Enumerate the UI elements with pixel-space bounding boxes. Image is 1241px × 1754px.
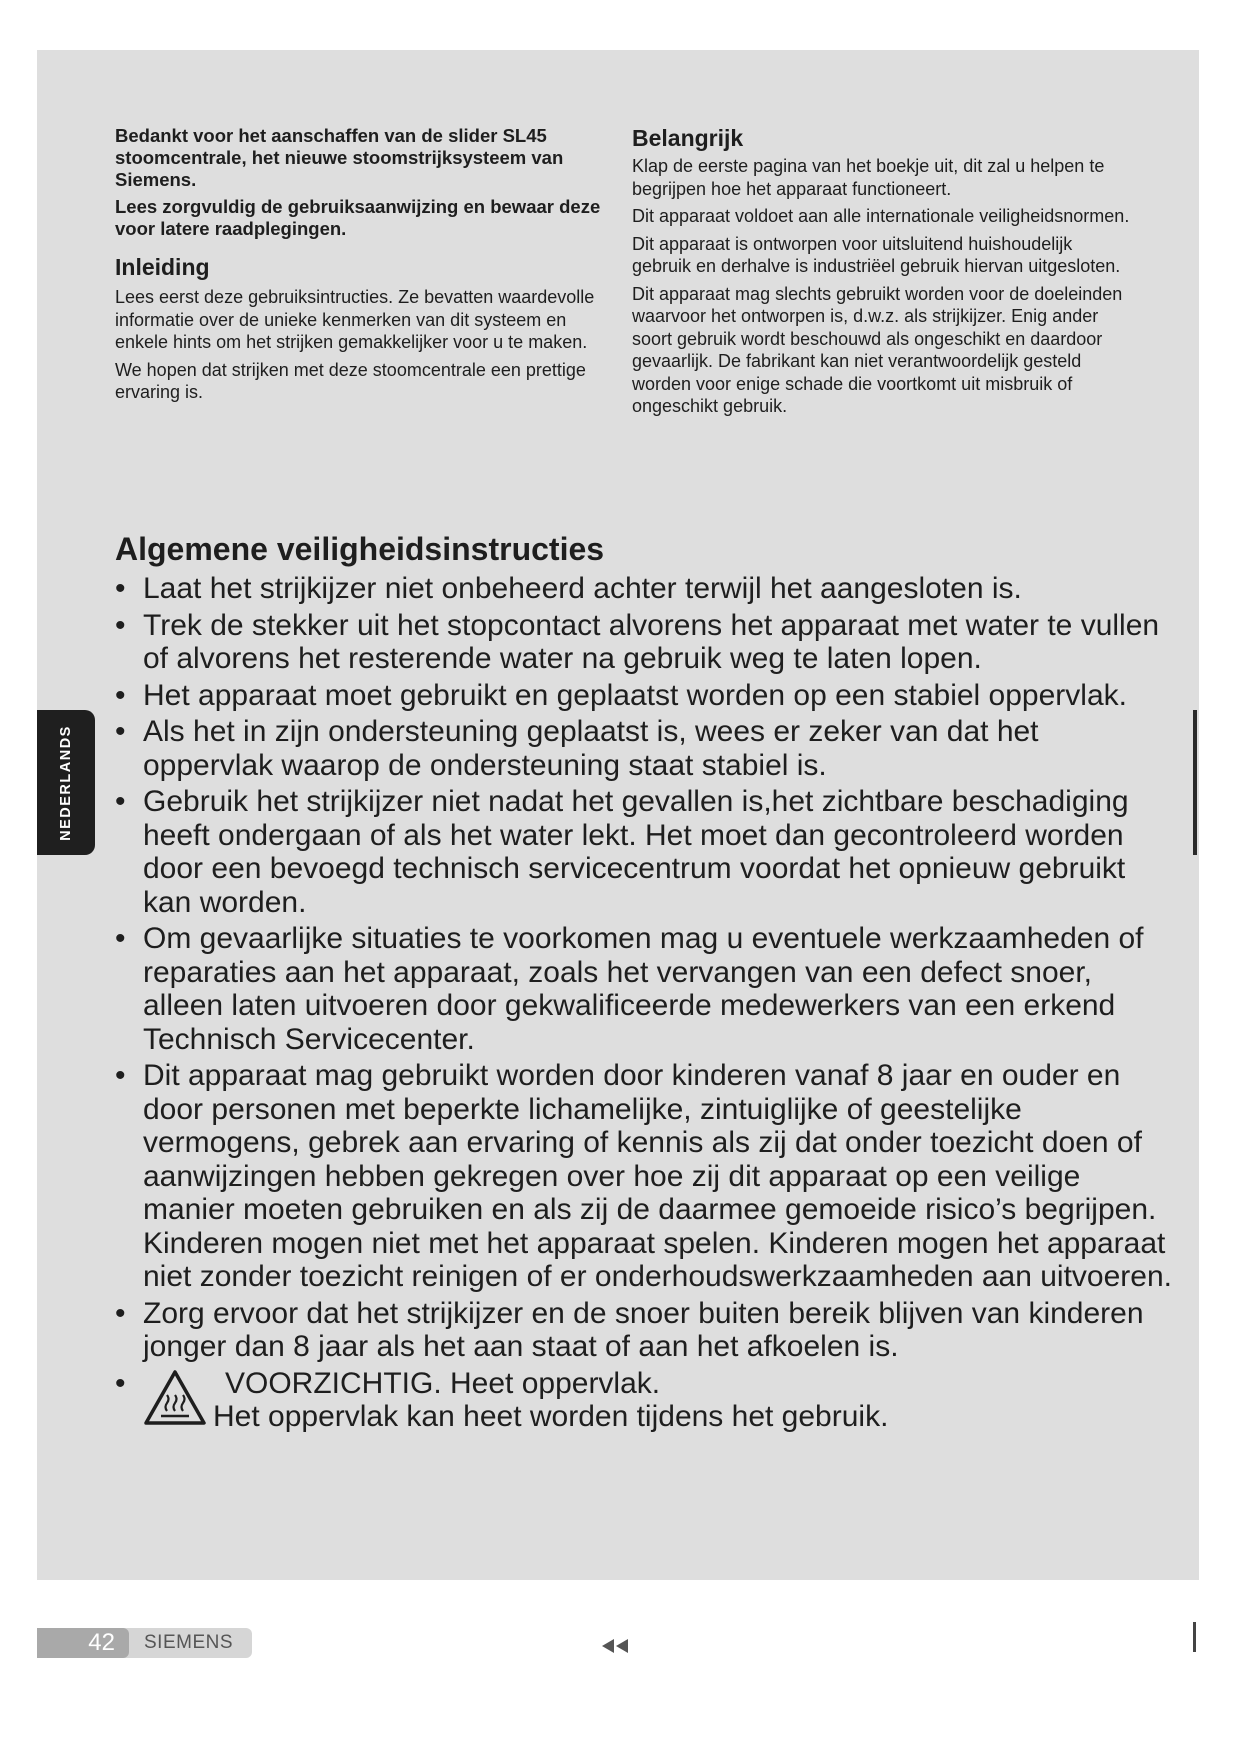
safety-item-text: Om gevaarlijke situaties te voorkomen mag u eventuele werkzaamheden of reparaties aan het apparaat, zoals het vervangen van een defect snoer, alleen laten uitvoeren door gekwalificeerde medewerkers van een erkend Technisch Servicecenter. [143, 922, 1144, 1056]
list-item [115, 609, 1175, 676]
bullet-glyph: • [115, 608, 126, 642]
warning-row [143, 1367, 1175, 1434]
bullet-glyph: • [115, 785, 126, 818]
hot-surface-warning-icon [143, 1369, 207, 1427]
list-item [115, 572, 1175, 606]
language-tab-label: NEDERLANDS [58, 724, 75, 841]
warning-item [115, 1367, 1175, 1434]
safety-item-text: Zorg ervoor dat het strijkijzer en de snoer buiten bereik blijven van kinderen jonger dan 8 jaar als het aan staat of aan het afkoelen is. [143, 1296, 1144, 1363]
inleiding-paragraph-1: Lees eerst deze gebruiksintructies. Ze bevatten waardevolle informatie over de unieke kenmerken van dit systeem en enkele hints om het strijken gemakkelijker voor u te maken. [115, 287, 595, 352]
page-number: 42 [37, 1628, 129, 1658]
bullet-glyph: • [115, 1366, 126, 1400]
list-item [115, 679, 1175, 713]
list-item [115, 785, 1175, 919]
warning-title: VOORZICHTIG. Heet oppervlak. [225, 1366, 661, 1400]
safety-item-text: Gebruik het strijkijzer niet nadat het gevallen is,het zichtbare beschadiging heeft ondergaan of als het water lekt. Het moet dan gecontroleerd worden door een bevoegd technisch servicecentrum voordat het opnieuw gebruikt kan worden. [143, 785, 1129, 919]
belangrijk-paragraph-2: Dit apparaat voldoet aan alle internationale veiligheidsnormen. [632, 206, 1130, 226]
safety-section [115, 530, 1175, 1437]
bullet-glyph: • [115, 922, 126, 955]
warning-text: Het oppervlak kan heet worden tijdens het gebruik. [213, 1400, 889, 1433]
list-item [115, 1297, 1175, 1364]
safety-item-text: Trek de stekker uit het stopcontact alvorens het apparaat met water te vullen of alvorens het resterende water na gebruik weg te laten lopen. [143, 608, 1160, 675]
bullet-glyph: • [115, 715, 126, 748]
safety-item-text: Het apparaat moet gebruikt en geplaatst worden op een stabiel oppervlak. [143, 678, 1127, 712]
intro-thanks: Bedankt voor het aanschaffen van de slider SL45 stoomcentrale, het nieuwe stoomstrijksysteem van Siemens. [115, 125, 564, 190]
heading-inleiding: Inleiding [115, 254, 210, 280]
safety-item-text: Dit apparaat mag gebruikt worden door kinderen vanaf 8 jaar en ouder en door personen met beperkte lichamelijke, zintuiglijke of geestelijke vermogens, gebrek aan ervaring of kennis als zij dat onder toezicht doen of aanwijzingen hebben gekregen over hoe zij dit apparaat op een veilige manier moeten gebruiken en als zij de daarmee gemoeide risico’s begrijpen. Kinderen mogen niet met het apparaat spelen. Kinderen mogen het apparaat niet zonder toezicht reinigen of er onderhoudswerkzaamheden aan uitvoeren. [143, 1059, 1172, 1293]
intro-read-carefully: Lees zorgvuldig de gebruiksaanwijzing en bewaar deze voor latere raadplegingen. [115, 196, 601, 239]
footer-brand: SIEMENS [144, 1632, 234, 1653]
belangrijk-paragraph-3: Dit apparaat is ontworpen voor uitsluitend huishoudelijk gebruik en derhalve is industriëel gebruik hiervan uitgesloten. [632, 233, 1121, 276]
language-tab [37, 710, 95, 855]
heading-belangrijk: Belangrijk [632, 125, 744, 151]
edge-marker [1193, 710, 1197, 855]
list-item [115, 1059, 1175, 1294]
safety-heading: Algemene veiligheidsinstructies [115, 531, 605, 567]
bullet-glyph: • [115, 1059, 126, 1092]
list-item [115, 922, 1175, 1056]
left-column [115, 125, 615, 409]
list-item [115, 715, 1175, 782]
previous-page-icon[interactable] [600, 1637, 634, 1655]
belangrijk-paragraph-4: Dit apparaat mag slechts gebruikt worden voor de doeleinden waarvoor het ontworpen is, d.w.z. als strijkijzer. Enig ander soort gebruik wordt beschouwd als ongeschikt en daardoor gevaarlijk. De fabrikant kan niet verantwoordelijk gesteld worden voor enige schade die voortkomt uit misbruik of ongeschikt gebruik. [632, 283, 1123, 416]
bullet-glyph: • [115, 572, 126, 605]
edge-marker-bottom [1193, 1622, 1196, 1652]
bullet-glyph: • [115, 1296, 126, 1330]
safety-item-text: Als het in zijn ondersteuning geplaatst is, wees er zeker van dat het oppervlak waarop de ondersteuning staat stabiel is. [143, 715, 1039, 782]
right-column [632, 125, 1132, 423]
inleiding-paragraph-2: We hopen dat strijken met deze stoomcentrale een prettige ervaring is. [115, 359, 586, 402]
warning-text-block [213, 1367, 888, 1434]
safety-item-text: Laat het strijkijzer niet onbeheerd achter terwijl het aangesloten is. [143, 572, 1022, 605]
safety-list [115, 572, 1175, 1434]
bullet-glyph: • [115, 678, 126, 712]
belangrijk-paragraph-1: Klap de eerste pagina van het boekje uit, dit zal u helpen te begrijpen hoe het apparaat functioneert. [632, 156, 1105, 199]
